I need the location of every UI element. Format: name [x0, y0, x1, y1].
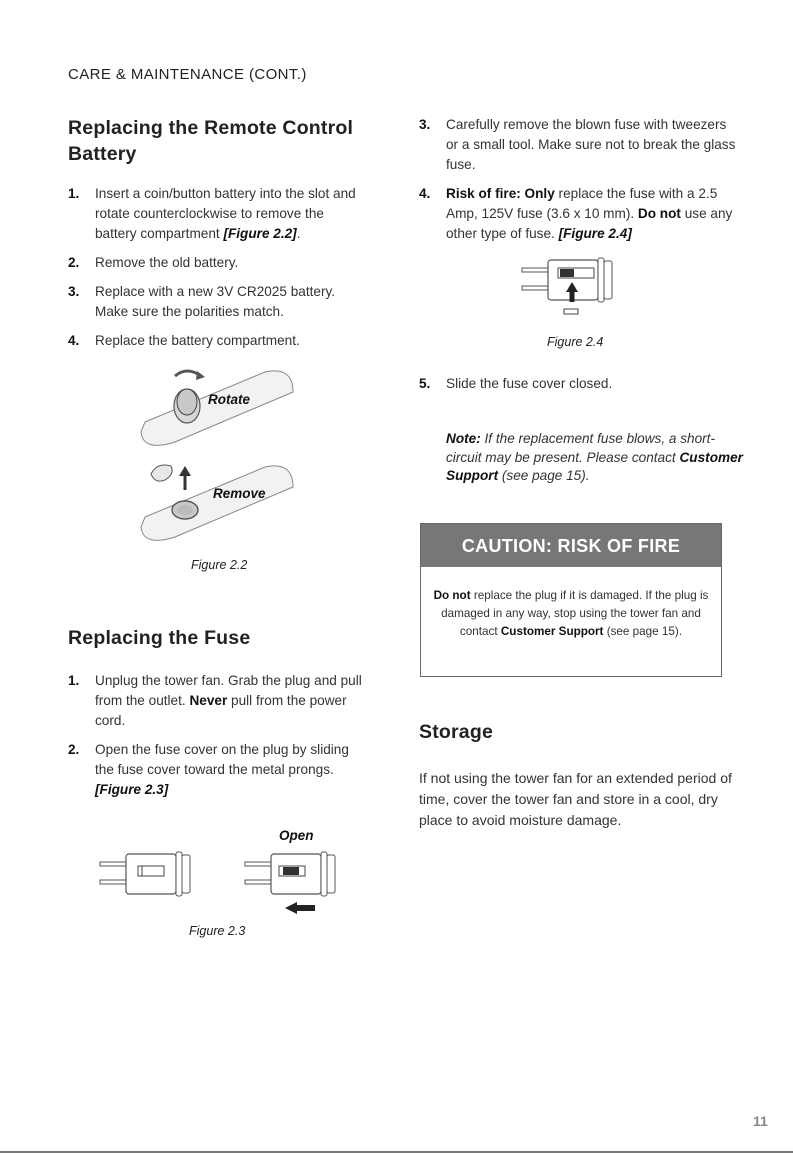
fuse-step-3 — [419, 115, 739, 175]
figure-reference: [Figure 2.4] — [558, 226, 632, 241]
figure-reference: [Figure 2.3] — [95, 782, 169, 797]
step-text: Replace with a new 3V CR2025 battery. Make sure the polarities match. — [95, 284, 336, 319]
remote-battery-illustration — [135, 362, 300, 552]
risk-of-fire-emphasis: Risk of fire: Only — [446, 186, 555, 201]
storage-text: If not using the tower fan for an extended period of time, cover the tower fan and store in a cool, dry place to avoid moisture damage. — [419, 770, 732, 828]
battery-step-4 — [68, 331, 368, 351]
note-label: Note: — [446, 431, 481, 446]
note-text-end: (see page 15). — [498, 468, 590, 483]
do-not-emphasis: Do not — [637, 206, 681, 221]
caution-emphasis: Do not — [433, 589, 471, 602]
remote-rotate-drawing — [141, 371, 293, 445]
step-text: Open the fuse cover on the plug by sliding the fuse cover toward the metal prongs. — [95, 742, 349, 777]
caution-customer-support-link[interactable]: Customer Support — [500, 625, 604, 638]
section-label: CARE & MAINTENANCE (CONT.) — [68, 66, 307, 83]
remote-remove-drawing — [141, 465, 293, 540]
battery-step-3 — [68, 282, 368, 322]
page-number: 11 — [753, 1113, 768, 1129]
customer-support-link[interactable]: Customer Support — [446, 449, 743, 483]
step-number: 1. — [68, 186, 80, 201]
figure-2-2-caption: Figure 2.2 — [191, 558, 248, 572]
step-emphasis: Never — [189, 693, 228, 708]
fuse-step-4 — [419, 184, 739, 244]
caution-text-end: (see page 15). — [603, 625, 683, 638]
step-text: Carefully remove the blown fuse with tweezers or a small tool. Make sure not to break the glass fuse. — [446, 117, 736, 172]
step-number: 4. — [68, 333, 80, 348]
step-text: replace the fuse with a 2.5 Amp, 125V fuse (3.6 x 10 mm). — [446, 186, 718, 221]
step-number: 4. — [419, 186, 431, 201]
storage-heading: Storage — [419, 721, 494, 743]
step-text: Replace the battery compartment. — [95, 333, 300, 348]
step-text: Slide the fuse cover closed. — [446, 376, 613, 391]
figure-2-4-caption: Figure 2.4 — [547, 335, 604, 349]
battery-heading: Replacing the Remote Control Battery — [68, 117, 354, 165]
plug-closed-drawing — [98, 850, 198, 900]
fuse-heading: Replacing the Fuse — [68, 627, 251, 649]
fuse-step-2 — [68, 740, 368, 800]
battery-step-1 — [68, 184, 368, 244]
figure-2-3-caption: Figure 2.3 — [189, 924, 246, 938]
plug-fuse-removal-drawing — [520, 256, 620, 318]
step-number: 2. — [68, 742, 80, 757]
fuse-step-1 — [68, 671, 368, 731]
step-text: Insert a coin/button battery into the slot and rotate counterclockwise to remove the battery compartment — [95, 186, 356, 241]
step-number: 1. — [68, 673, 80, 688]
step-text-end: . — [296, 226, 301, 241]
step-text-end: pull from the power cord. — [95, 693, 347, 728]
step-number: 2. — [68, 255, 80, 270]
open-label: Open — [279, 828, 314, 843]
caution-body — [421, 567, 721, 641]
fuse-step-5 — [419, 374, 739, 394]
figure-reference: [Figure 2.2] — [223, 226, 297, 241]
caution-text: replace the plug if it is damaged. If the plug is damaged in any way, stop using the tower fan and contact — [441, 589, 709, 638]
caution-box — [420, 523, 722, 677]
step-text: Remove the old battery. — [95, 255, 239, 270]
step-text-end: use any other type of fuse. — [446, 206, 733, 241]
battery-step-2 — [68, 253, 368, 273]
step-number: 3. — [419, 117, 431, 132]
rotate-label: Rotate — [208, 392, 251, 407]
caution-title: CAUTION: RISK OF FIRE — [421, 524, 721, 567]
plug-open-drawing — [243, 850, 343, 920]
step-number: 5. — [419, 376, 431, 391]
note-text: If the replacement fuse blows, a short-circuit may be present. Please contact — [446, 431, 715, 465]
remove-label: Remove — [213, 486, 266, 501]
note-block — [446, 430, 746, 486]
step-number: 3. — [68, 284, 80, 299]
step-text: Unplug the tower fan. Grab the plug and pull from the outlet. — [95, 673, 362, 708]
